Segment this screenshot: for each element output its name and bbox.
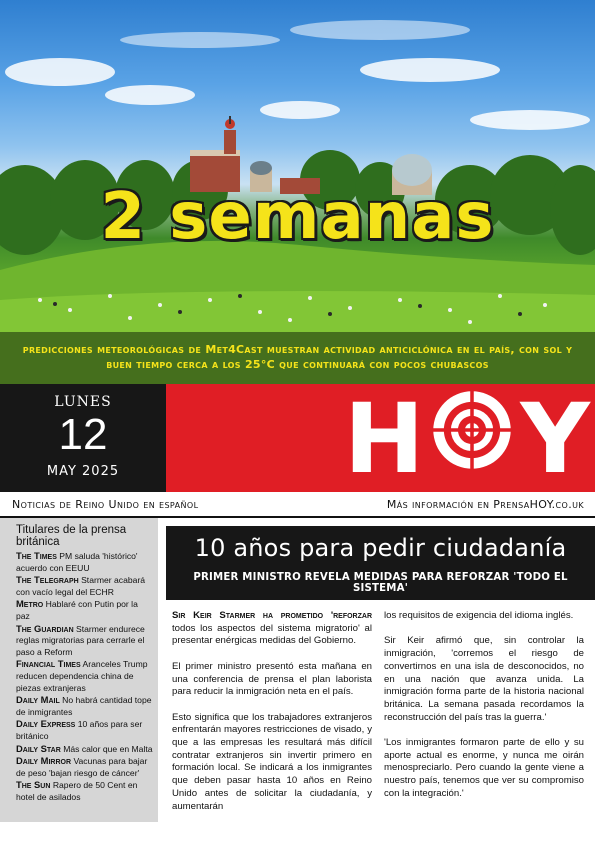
source-headline: 10 años para ser británico bbox=[16, 719, 143, 741]
source-headline: No habrá cantidad tope de inmigrantes bbox=[16, 695, 152, 717]
weather-band bbox=[0, 332, 595, 384]
source-name: Metro bbox=[16, 598, 44, 610]
article-lead bbox=[172, 610, 372, 648]
tagline: Noticias de Reino Unido en español bbox=[12, 498, 199, 511]
date-block bbox=[0, 384, 166, 492]
target-logo-icon bbox=[428, 386, 516, 474]
weather-band-text: predicciones meteorológicas de Met4Cast muestran actividad anticiclónica en el país, con sol y buen tiempo cerca a los 25°C que continuará con pocos chubascos bbox=[22, 343, 573, 371]
lead-name: Sir Keir Starmer ha prometido 'reforzar bbox=[172, 610, 372, 621]
source-headline: Starmer acabará con vacío legal del ECHR bbox=[16, 575, 146, 597]
masthead-subline bbox=[12, 498, 584, 512]
article-paragraph: El primer ministro presentó esta mañana en una conferencia de prensa el plan laborista para reducir la inmigración neta en el país. bbox=[172, 660, 372, 698]
list-item bbox=[16, 574, 153, 598]
source-name: The Sun bbox=[16, 779, 51, 791]
article-paragraph: Esto significa que los trabajadores extranjeros enfrentarán mayores restricciones de visado, y que a las empresas les resultará más difícil contratar extranjeros sin invertir primero en formación local. Se indicará a los inmigrantes que deben pasar hasta 10 años en Reino Unido antes de solicitar la ciudadanía, y aumentarán bbox=[172, 711, 372, 812]
article-column-1 bbox=[172, 610, 372, 826]
lead-text: todos los aspectos del sistema migratorio' al presentar enérgicas medidas del Gobierno. bbox=[172, 622, 372, 647]
date-month-year: MAY 2025 bbox=[46, 464, 120, 479]
source-name: Daily Mirror bbox=[16, 755, 72, 767]
source-headline: Más calor que en Malta bbox=[63, 743, 153, 754]
source-name: Daily Express bbox=[16, 718, 76, 730]
article-column-2 bbox=[384, 610, 584, 813]
article-deck: PRIMER MINISTRO REVELA MEDIDAS PARA REFORZAR 'TODO EL SISTEMA' bbox=[193, 572, 568, 594]
source-name: Daily Mail bbox=[16, 694, 60, 706]
brand-logo bbox=[344, 383, 590, 495]
source-headline: Vacunas para bajar de peso 'bajan riesgo de cáncer' bbox=[16, 756, 148, 778]
brand-block bbox=[166, 383, 595, 495]
source-headline: Hablaré con Putin por la paz bbox=[16, 599, 138, 621]
source-name: The Guardian bbox=[16, 622, 74, 634]
article-headline: 10 años para pedir ciudadanía bbox=[194, 534, 567, 562]
article-paragraph: 'Los inmigrantes formaron parte de ello y su aporte actual es enorme, y nunca me oirán menospreciarlo. Pero cuando la gente viene a nuestro país, tenemos que ver su compromiso con la integración.' bbox=[384, 737, 584, 799]
sidebar-title: Titulares de la prensa británica bbox=[16, 524, 127, 548]
source-headline: Rapero de 50 Cent en hotel de asilados bbox=[16, 780, 138, 802]
brand-letter-y: Y bbox=[520, 383, 590, 495]
list-item bbox=[16, 755, 153, 779]
source-headline: Aranceles Trump reducen dependencia china de piezas extranjeras bbox=[16, 659, 148, 693]
source-headline: Starmer endurece reglas migratorias para cerrarle el paso a Reform bbox=[16, 623, 145, 657]
source-name: Daily Star bbox=[16, 742, 61, 754]
source-name: The Times bbox=[16, 550, 57, 561]
date-number: 12 bbox=[58, 410, 108, 459]
article-paragraph: los requisitos de exigencia del idioma inglés. bbox=[384, 610, 574, 621]
list-item bbox=[16, 623, 153, 659]
date-day: LUNES bbox=[54, 394, 112, 410]
list-item bbox=[16, 550, 153, 574]
brand-letter-h: H bbox=[344, 383, 425, 495]
source-headline: PM saluda 'histórico' acuerdo con EEUU bbox=[16, 551, 138, 573]
article-header bbox=[166, 526, 595, 600]
list-item bbox=[16, 694, 153, 718]
list-item bbox=[16, 658, 153, 694]
list-item bbox=[16, 718, 153, 742]
list-item bbox=[16, 743, 153, 756]
source-name: The Telegraph bbox=[16, 574, 79, 586]
more-info-link[interactable]: Más información en PrensaHOY.co.uk bbox=[386, 498, 584, 511]
headlines-sidebar bbox=[0, 518, 158, 822]
hero-photo bbox=[0, 0, 595, 384]
list-item bbox=[16, 598, 153, 622]
article-paragraph: Sir Keir afirmó que, sin controlar la inmigración, 'corremos el riesgo de convertirnos en una isla de desconocidos, no en una nación que avanza unida. La inmigración forma parte de la historia nacional británica. La semana pasada recordamos la reconstrucción del país tras la guerra.' bbox=[384, 635, 584, 723]
list-item bbox=[16, 779, 153, 803]
hero-title: 2 semanas bbox=[100, 180, 495, 254]
source-name: Financial Times bbox=[16, 658, 81, 670]
